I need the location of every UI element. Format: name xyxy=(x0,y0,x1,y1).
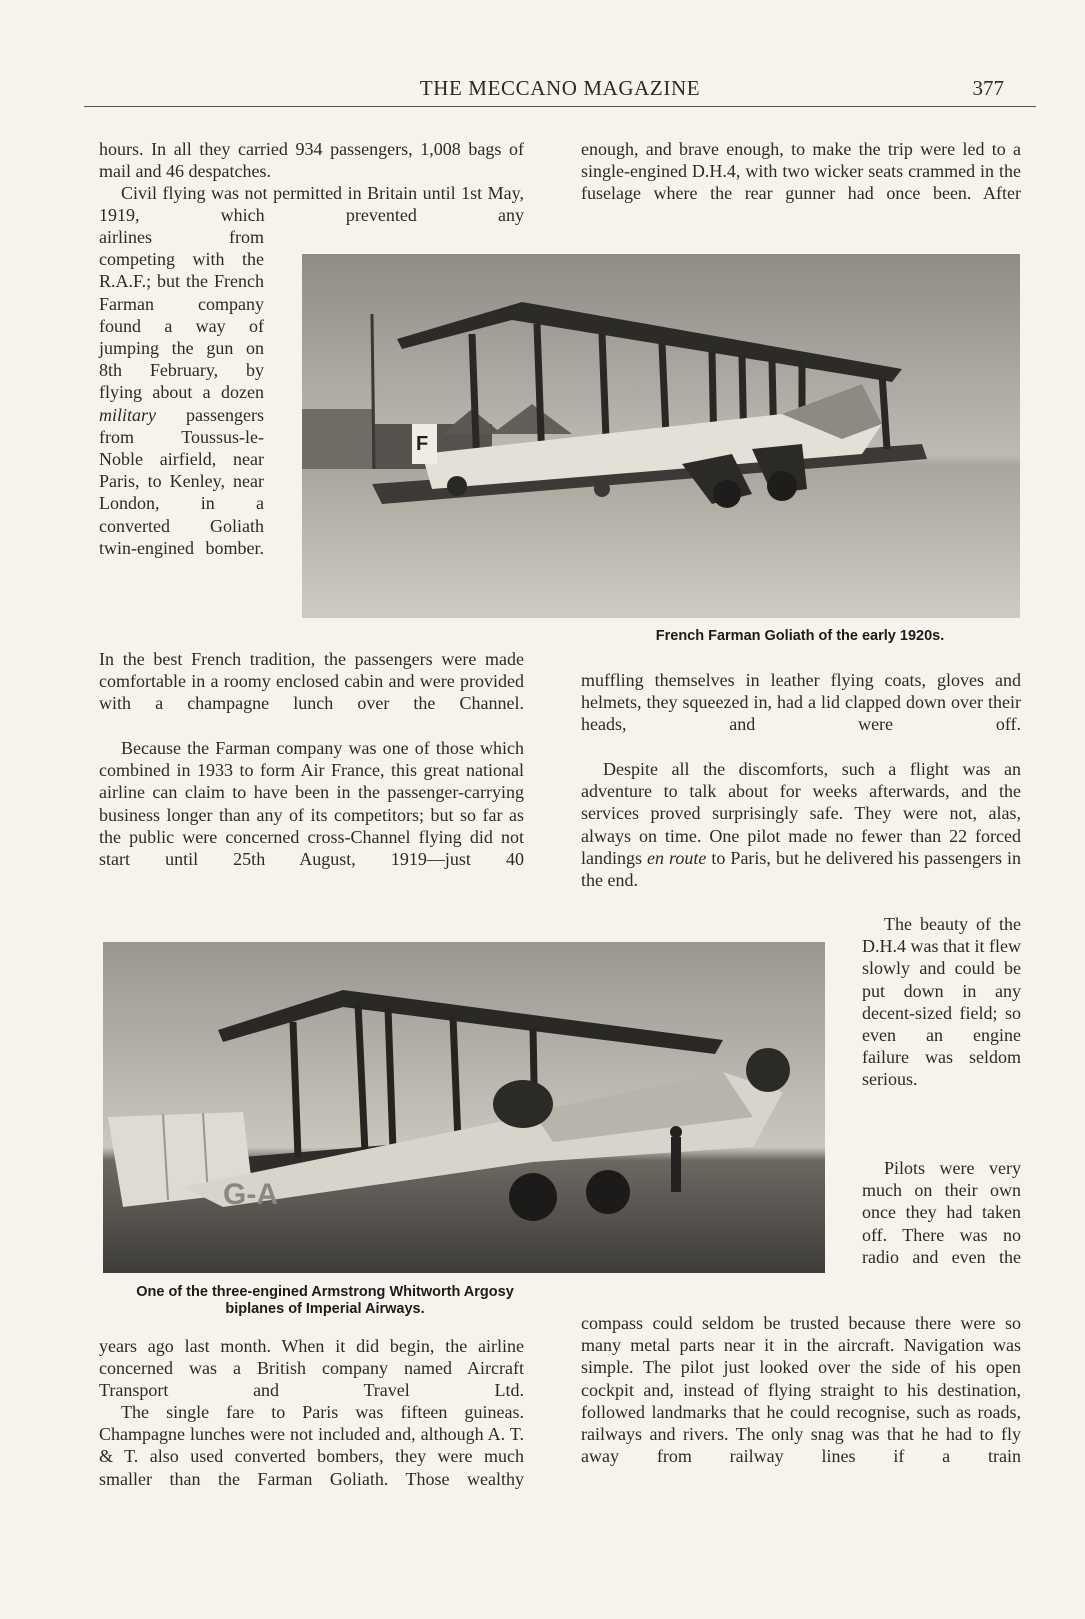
left-paragraph-3: In the best French tradition, the passengers were made comfortable in a roomy enclosed cabin and were provided with a champagne lunch over the Channel. xyxy=(99,649,524,714)
right-paragraph-4-narrow: The beauty of the D.H.4 was that it flew slowly and could be put down in any decent-sized field; so even an engine failure was seldom serious. xyxy=(862,914,1021,1090)
farman-goliath-photo xyxy=(302,254,1020,618)
right-paragraph-3: Despite all the discomforts, such a flight was an adventure to talk about for weeks afterwards, and the services proved surprisingly safe. They were not, alas, always on time. One pilot made no fewer than 22 forced landings en route to Paris, but he delivered his passengers in the end. xyxy=(581,759,1021,891)
magazine-title: THE MECCANO MAGAZINE xyxy=(419,76,701,100)
left-paragraph-6: The single fare to Paris was fifteen guineas. Champagne lunches were not included and, although A. T. & T. also used converted bombers, they were much smaller than the Farman Goliath. Those wealthy xyxy=(99,1402,524,1489)
left-paragraph-5: years ago last month. When it did begin, the airline concerned was a British company named Aircraft Transport and Travel Ltd. xyxy=(99,1336,524,1401)
svg-text:F: F xyxy=(416,433,429,455)
figure-2-caption: One of the three-engined Armstrong Whitworth Argosy biplanes of Imperial Airways. xyxy=(136,1284,514,1317)
emphasis-military: military xyxy=(99,404,156,425)
argosy-photo xyxy=(103,942,825,1273)
right-paragraph-5-full: compass could seldom be trusted because there were so many metal parts near it in the aircraft. Navigation was simple. The pilot just looked over the side of his open cockpit and, instead of flying straight to his destination, followed landmarks that he could recognise, such as roads, railways and rivers. The only snag was that he had to fly away from railway lines if a train xyxy=(581,1313,1021,1467)
left-paragraph-2-full: Civil flying was not permitted in Britain until 1st May, 1919, which prevented any xyxy=(99,183,524,226)
svg-text:G-A: G-A xyxy=(223,1178,278,1211)
left-paragraph-1: hours. In all they carried 934 passengers, 1,008 bags of mail and 46 despatches. xyxy=(99,139,524,182)
left-paragraph-2-narrow: airlines from competing with the R.A.F.; but the French Farman company found a way of jumping the gun on 8th February, by flying about a dozen military passengers from Toussus-le-Noble airfield, near Paris, to Kenley, near London, in a converted Goliath twin-engined bomber. xyxy=(99,227,264,558)
right-paragraph-2: muffling themselves in leather flying coats, gloves and helmets, they squeezed in, had a lid clapped down over their heads, and were off. xyxy=(581,670,1021,735)
page-header xyxy=(84,76,1036,107)
figure-1-caption: French Farman Goliath of the early 1920s. xyxy=(655,628,945,644)
page-number: 377 xyxy=(972,76,1004,100)
emphasis-en-route: en route xyxy=(647,847,707,868)
right-paragraph-1: enough, and brave enough, to make the trip were led to a single-engined D.H.4, with two wicker seats crammed in the fuselage where the rear gunner had once been. After xyxy=(581,139,1021,204)
left-paragraph-4: Because the Farman company was one of those which combined in 1933 to form Air France, this great national airline can claim to have been in the passenger-carrying business longer than any of its competitors; but so far as the public were concerned cross-Channel flying did not start until 25th August, 1919—just 40 xyxy=(99,738,524,870)
right-paragraph-5-narrow: Pilots were very much on their own once they had taken off. There was no radio and even the xyxy=(862,1158,1021,1267)
